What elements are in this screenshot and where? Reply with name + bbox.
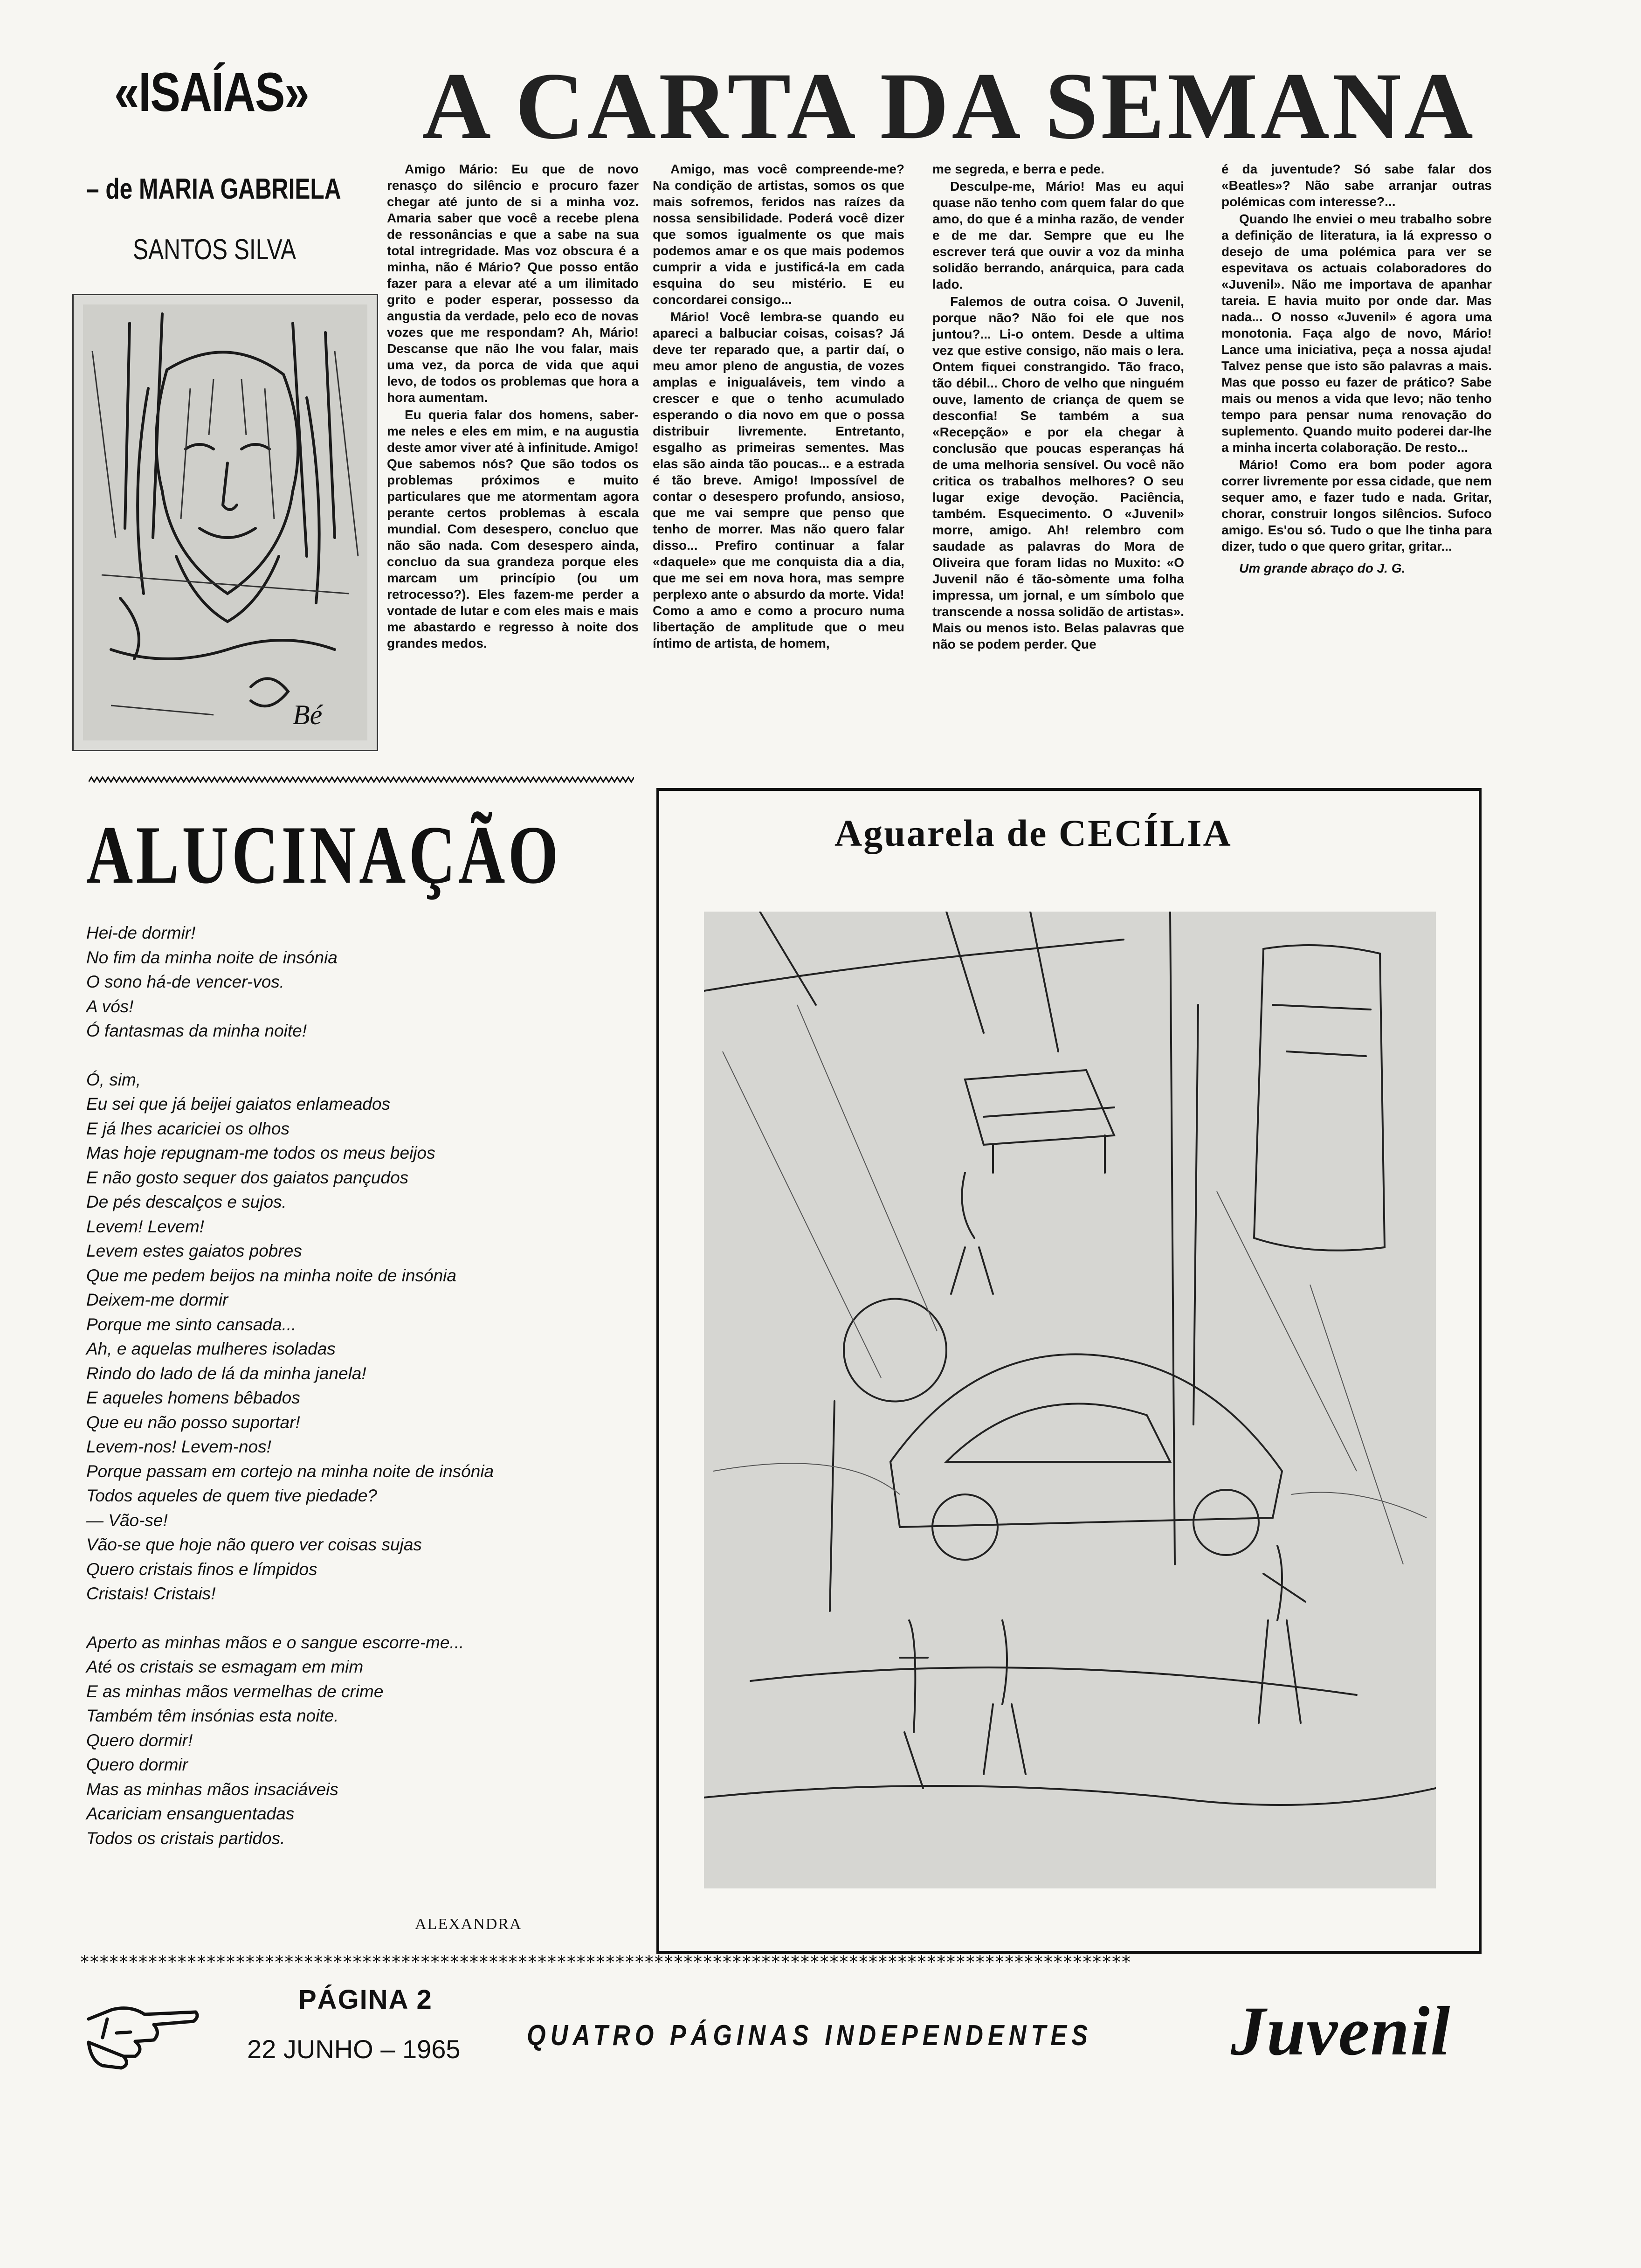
poem-stanza	[86, 1068, 646, 1606]
poem-line: E já lhes acariciei os olhos	[86, 1119, 290, 1138]
poem-line: No fim da minha noite de insónia	[86, 947, 338, 967]
poem-stanza	[86, 1631, 646, 1851]
street-sketch	[704, 912, 1436, 1888]
poem-title: ALUCINAÇÃO	[86, 809, 561, 901]
zigzag-divider	[89, 776, 634, 783]
poem-line: Porque passam em cortejo na minha noite de insónia	[86, 1461, 494, 1481]
poem-line: Levem! Levem!	[86, 1217, 204, 1236]
letter-column-4	[1221, 161, 1492, 767]
letter-column-2	[653, 161, 904, 767]
supplement-tagline: QUATRO PÁGINAS INDEPENDENTES	[527, 2019, 1093, 2052]
poem-line: Que eu não posso suportar!	[86, 1412, 300, 1432]
letter-paragraph: Mário! Você lembra-se quando eu apareci a balbuciar coisas, coisas? Já deve ter reparado que, a partir daí, o meu amor pleno de angustia, de vozes amplas e inigualáveis, tem vindo a crescer e que o tenho acumulado esperando o dia novo em que o possa distribuir livremente. Entretanto, esgalho as primeiras sementes. Mas elas são ainda tão poucas... e a estrada é tão breve. Amigo! Impossível de contar o desespero profundo, ansioso, que me vai sempre que penso que tenho de morrer. Mas não quero falar disso... Prefiro continuar a falar «daquele» que me conquista dia a dia, que me sei em nova hora, mas sempre perplexo ante o absurdo da morte. Vida! Como a amo e como a procuro numa libertação de amplitude que o meu íntimo de artista, de homem,	[653, 310, 904, 650]
poem-line: Todos os cristais partidos.	[86, 1828, 285, 1848]
poem-line: Levem estes gaiatos pobres	[86, 1241, 302, 1260]
issue-date: 22 JUNHO – 1965	[247, 2034, 461, 2064]
author-line-1: – de MARIA GABRIELA	[86, 173, 341, 205]
poem-line: — Vão-se!	[86, 1510, 168, 1530]
letter-column-3	[932, 161, 1184, 767]
poem-line: Também têm insónias esta noite.	[86, 1706, 339, 1725]
watercolor-title: Aguarela de CECÍLIA	[834, 812, 1232, 854]
poem-line: O sono há-de vencer-vos.	[86, 972, 285, 991]
portrait-signature: Bé	[293, 699, 323, 730]
street-scene-watercolor	[704, 912, 1436, 1888]
letter-column-1	[387, 161, 639, 767]
poem-line: Vão-se que hoje não quero ver coisas sujas	[86, 1535, 422, 1554]
letter-paragraph: Desculpe-me, Mário! Mas eu aqui quase não tenho com quem falar do que amo, do que é a minha razão, de vender e de me dar. Sempre que eu lhe escrever terá que ouvir a voz da minha solidão berrando, anárquica, para cada lado.	[932, 179, 1184, 291]
poem-line: Quero cristais finos e límpidos	[86, 1559, 317, 1579]
poem-line: E aqueles homens bêbados	[86, 1388, 300, 1407]
letter-paragraph: Falemos de outra coisa. O Juvenil, porque não? Não foi ele que nos juntou?... Li-o ontem. Desde a ultima vez que estive consigo, não mais o lera. Ontem fiquei constrangido. Tão fraco, tão débil... Choro de velho que ninguém ouve, lamento de criança de quem se desconfia! Se também a sua «Recepção» e por ela chegar à conclusão que poucas esperanças há de uma melhoria sensível. Ou você não critica os trabalhos melhores? O seu lugar exige devoção. Paciência, também. Esquecimento. O «Juvenil» morre, amigo. Ah! relembro com saudade as palavras do Mora de Oliveira que foram lidas no Muxito: «O Juvenil não é tão-sòmente uma folha impressa, um jornal, e um símbolo que transcende a nossa solidão de artistas». Mais ou menos isto. Belas palavras que não se podem perder. Que	[932, 294, 1184, 651]
poem-line: Ó fantasmas da minha noite!	[86, 1021, 307, 1040]
poem-line: Aperto as minhas mãos e o sangue escorre-me...	[86, 1632, 464, 1652]
portrait-sketch	[74, 295, 377, 750]
poem-line: Ó, sim,	[86, 1070, 141, 1089]
letter-paragraph: Eu queria falar dos homens, saber-me neles e eles em mim, e na augustia deste amor viver até à infinitude. Amigo! Que sabemos nós? Que são todos os problemas próximos e muito particulares que me atormentam agora perante certos problemas à escala mundial. Com desespero, concluo que não são nada. Com desespero ainda, concluo da sua grandeza porque eles marcam um princípio (ou um retrocesso?). Eles fazem-me perder a vontade de lutar e com eles mais e mais me abastardo e regresso à noite dos grandes medos.	[387, 408, 639, 650]
page-number: PÁGINA 2	[298, 1984, 433, 2015]
poem-line: Quero dormir!	[86, 1730, 193, 1750]
letter-paragraph: Amigo, mas você compreende-me? Na condição de artistas, somos os que mais sofremos, feridos nas raízes da nossa sensibilidade. Poderá você dizer que somos igualmente os que mais podemos amar e os que mais podemos cumprir a vida e justificá-la em cada esquina do seu mistério. E eu concordarei consigo...	[653, 162, 904, 307]
poem-line: Mas as minhas mãos insaciáveis	[86, 1779, 338, 1799]
poem-line: De pés descalços e sujos.	[86, 1192, 287, 1211]
poem-line: Hei-de dormir!	[86, 923, 196, 942]
poem-line: Levem-nos! Levem-nos!	[86, 1437, 271, 1456]
author-line-2: SANTOS SILVA	[133, 234, 296, 266]
letter-paragraph: Amigo Mário: Eu que de novo renasço do silêncio e procuro fazer chegar até junto de si a minha voz. Amaria saber que você a recebe plena de ressonâncias e que a sabe na sua total intregridade. Mas voz obscura é a minha, não é Mário? Que posso então fazer para a elevar até a um ilimitado grito e poder esperar, possesso da angustia da verdade, pelo eco de novas vozes que me respondam? Ah, Mário! Descanse que não lhe vou falar, mais uma vez, da porca de vida que aqui levo, de todos os problemas que hora a hora aumentam.	[387, 162, 639, 405]
star-divider: ************************************************************************************************************	[79, 1955, 1131, 1969]
poem-line: Eu sei que já beijei gaiatos enlameados	[86, 1094, 391, 1113]
section-name: «ISAÍAS»	[114, 62, 309, 123]
letter-signature: Um grande abraço do J. G.	[1239, 561, 1406, 575]
poem-line: Todos aqueles de quem tive piedade?	[86, 1486, 377, 1505]
poem-body	[86, 921, 646, 1875]
letter-paragraph: Mário! Como era bom poder agora correr livremente por essa cidade, que nem sequer amo, e fazer tudo e nada. Gritar, chorar, construir longos silêncios. Sufoco amigo. Es'ou só. Tudo o que lhe tinha para dizer, tudo o que quero gritar, gritar...	[1221, 457, 1492, 553]
poem-line: Deixem-me dormir	[86, 1290, 228, 1309]
poem-line: Até os cristais se esmagam em mim	[86, 1657, 364, 1676]
poem-stanza	[86, 921, 646, 1044]
poem-line: Mas hoje repugnam-me todos os meus beijos	[86, 1143, 435, 1162]
poem-line: Acariciam ensanguentadas	[86, 1804, 295, 1823]
poem-author: ALEXANDRA	[415, 1915, 522, 1933]
letter-paragraph: Quando lhe enviei o meu trabalho sobre a definição de literatura, ia lá expresso o desejo de uma polémica para ver se espevitava os actuais colaboradores do «Juvenil». Não me importava de apanhar tareia. E havia muito por onde dar. Mas nada... O nosso «Juvenil» é agora uma monotonia. Faça algo de novo, Mário! Lance uma iniciativa, peça a nossa ajuda! Talvez pense que isto são palavras a mais. Mas que posso eu fazer de prático? Sabe mais ou menos a vida que levo; não tenho tempo para pensar numa renovação do suplemento. Quando muito poderei dar-lhe a minha incerta colaboração. De resto...	[1221, 212, 1492, 455]
christ-portrait-drawing	[72, 294, 378, 751]
poem-line: Quero dormir	[86, 1755, 188, 1774]
poem-line: Que me pedem beijos na minha noite de insónia	[86, 1265, 456, 1285]
poem-line: Porque me sinto cansada...	[86, 1314, 296, 1334]
pointing-hand-icon	[79, 1991, 200, 2075]
poem-line: Cristais! Cristais!	[86, 1584, 216, 1603]
poem-line: A vós!	[86, 996, 134, 1016]
poem-line: E não gosto sequer dos gaiatos pançudos	[86, 1168, 409, 1187]
poem-line: E as minhas mãos vermelhas de crime	[86, 1681, 384, 1701]
poem-line: Ah, e aquelas mulheres isoladas	[86, 1339, 336, 1358]
letter-paragraph: é da juventude? Só sabe falar dos «Beatles»? Não sabe arranjar outras polémicas com interesse?...	[1221, 162, 1492, 209]
poem-line: Rindo do lado de lá da minha janela!	[86, 1363, 366, 1383]
juvenil-masthead: Juvenil	[1231, 1992, 1451, 2070]
page-title: A CARTA DA SEMANA	[422, 53, 1476, 159]
letter-paragraph: me segreda, e berra e pede.	[932, 162, 1104, 176]
